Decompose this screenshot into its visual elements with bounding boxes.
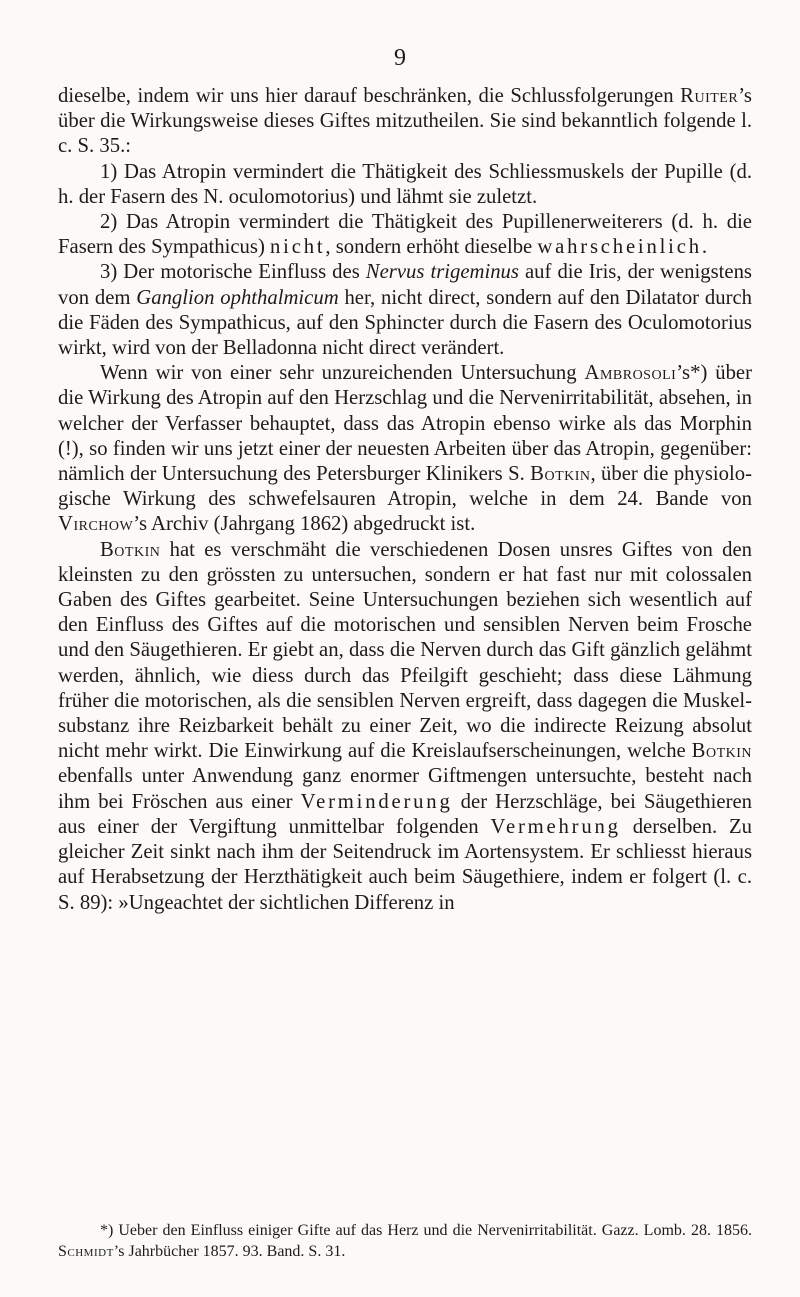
- text-run: dieselbe, indem wir uns hier darauf beschränken, die Schlussfolgerungen: [58, 85, 681, 107]
- spaced-emphasis: Verminderung: [300, 790, 453, 813]
- text-run: ’s Jahrbücher 1857. 93. Band. S. 31.: [113, 1243, 346, 1260]
- text-run: 3) Der motorische Einfluss des: [100, 261, 366, 284]
- author-name-botkin: Botkin: [530, 463, 591, 486]
- text-run: , sondern erhöht dieselbe: [325, 236, 538, 259]
- text-run: *) Ueber den Einfluss einiger Gifte auf das Herz und die Nervenirritabilität. Gazz. Lomb. 28. 1856.: [100, 1222, 752, 1239]
- italic-term: Ganglion ophthalmicum: [136, 286, 339, 309]
- text-run: ebenfalls unter Anwendung ganz enormer Giftmengen untersuchte, besteht nach ihm bei Fröschen aus einer: [58, 765, 752, 813]
- author-name-virchow: Virchow: [58, 513, 134, 536]
- text-run: .: [701, 236, 708, 259]
- list-item-2: [58, 210, 752, 260]
- text-run: Wenn wir von einer sehr unzureichenden Untersuchung: [100, 362, 585, 385]
- author-name-ambrosoli: Ambrosoli: [584, 362, 677, 385]
- spaced-emphasis: nicht: [270, 236, 326, 259]
- text-run: derselben. Zu gleicher Zeit sinkt nach ihm der Seitendruck im Aortensystem. Er schliesst hieraus auf Herabsetzung der Herzthätigkeit auch beim Säugethiere, indem er folgert (l. c. S. 89): »Ungeachtet der sichtlichen Differenz in: [58, 815, 753, 914]
- paragraph-intro: [58, 84, 752, 160]
- text-run: 2) Das Atropin vermindert die Thätigkeit des Pupillenerweiterers (d. h. die Fasern des Sympathicus): [58, 211, 752, 259]
- page-number: 9: [394, 45, 406, 71]
- paragraph-ambrosoli: [58, 361, 752, 537]
- author-name-schmidt: Schmidt: [58, 1243, 114, 1260]
- author-name-botkin: Botkin: [100, 538, 161, 561]
- text-run: ’s über die Wirkungsweise dieses Giftes mitzutheilen. Sie sind bekanntlich folgende l. c. S. 35.:: [58, 85, 752, 158]
- body-text: [58, 84, 752, 916]
- list-item-3: [58, 260, 752, 361]
- text-run: auf die Iris, der wenigstens von dem: [58, 261, 752, 309]
- author-name-ruiter: Ruiter: [680, 85, 739, 107]
- text-run: her, nicht direct, sondern auf den Dilatator durch die Fäden des Sympathicus, auf den Sphincter durch die Fasern des Oculomotorius wirkt, wird von der Belladonna nicht direct verändert.: [58, 286, 752, 360]
- author-name-botkin: Botkin: [691, 740, 752, 763]
- text-run: ’s Archiv (Jahrgang 1862) abgedruckt ist.: [133, 513, 476, 536]
- list-item-1: 1) Das Atropin vermindert die Thätigkeit des Schliessmuskels der Pupille (d. h. der Fasern des N. oculomotorius) und lähmt sie zuletzt.: [58, 160, 752, 208]
- footnote: [58, 1220, 752, 1262]
- spaced-emphasis: Vermehrung: [490, 815, 621, 838]
- text-run: hat es verschmäht die verschiedenen Dosen unsres Giftes von den kleinsten zu den grössten zu untersuchen, sondern er hat fast nur mit colossalen Gaben des Giftes gearbeitet. Seine Untersuchungen beziehen sich wesentlich auf den Einfluss des Giftes auf die motorischen und sensiblen Nerven beim Frosche und den Säugethieren. Er giebt an, dass die Nerven durch das Gift gänzlich gelähmt werden, ähnlich, wie diess durch das Pfeilgift geschieht; dass diese Lähmung früher die motorischen, als die sensiblen Nerven ergreift, dass dagegen die Muskelsubstanz ihre Reizbarkeit behält zu einer Zeit, wo die indirecte Reizung absolut nicht mehr wirkt. Die Einwirkung auf die Kreislaufserscheinungen, welche: [58, 538, 752, 763]
- footnote-text: [58, 1220, 752, 1262]
- paragraph-botkin: [58, 538, 752, 916]
- text-run: der Herzschläge, bei Säugethieren aus einer der Vergiftung unmittelbar folgenden: [58, 790, 752, 838]
- italic-term: Nervus trigeminus: [365, 261, 519, 284]
- spaced-emphasis: wahrscheinlich: [537, 236, 702, 259]
- text-run: , über die physiologische Wirkung des schwefelsauren Atropin, welche in dem 24. Bande von: [58, 463, 752, 511]
- text-run: ’s*) über die Wirkung des Atropin auf den Herzschlag und die Nervenirritabilität, absehen, in welcher der Verfasser behauptet, dass das Atropin ebenso wirke als das Morphin (!), so finden wir uns jetzt einer der neuesten Arbeiten über das Atropin, gegenüber: nämlich der Untersuchung des Petersburger Klinikers S.: [58, 362, 752, 486]
